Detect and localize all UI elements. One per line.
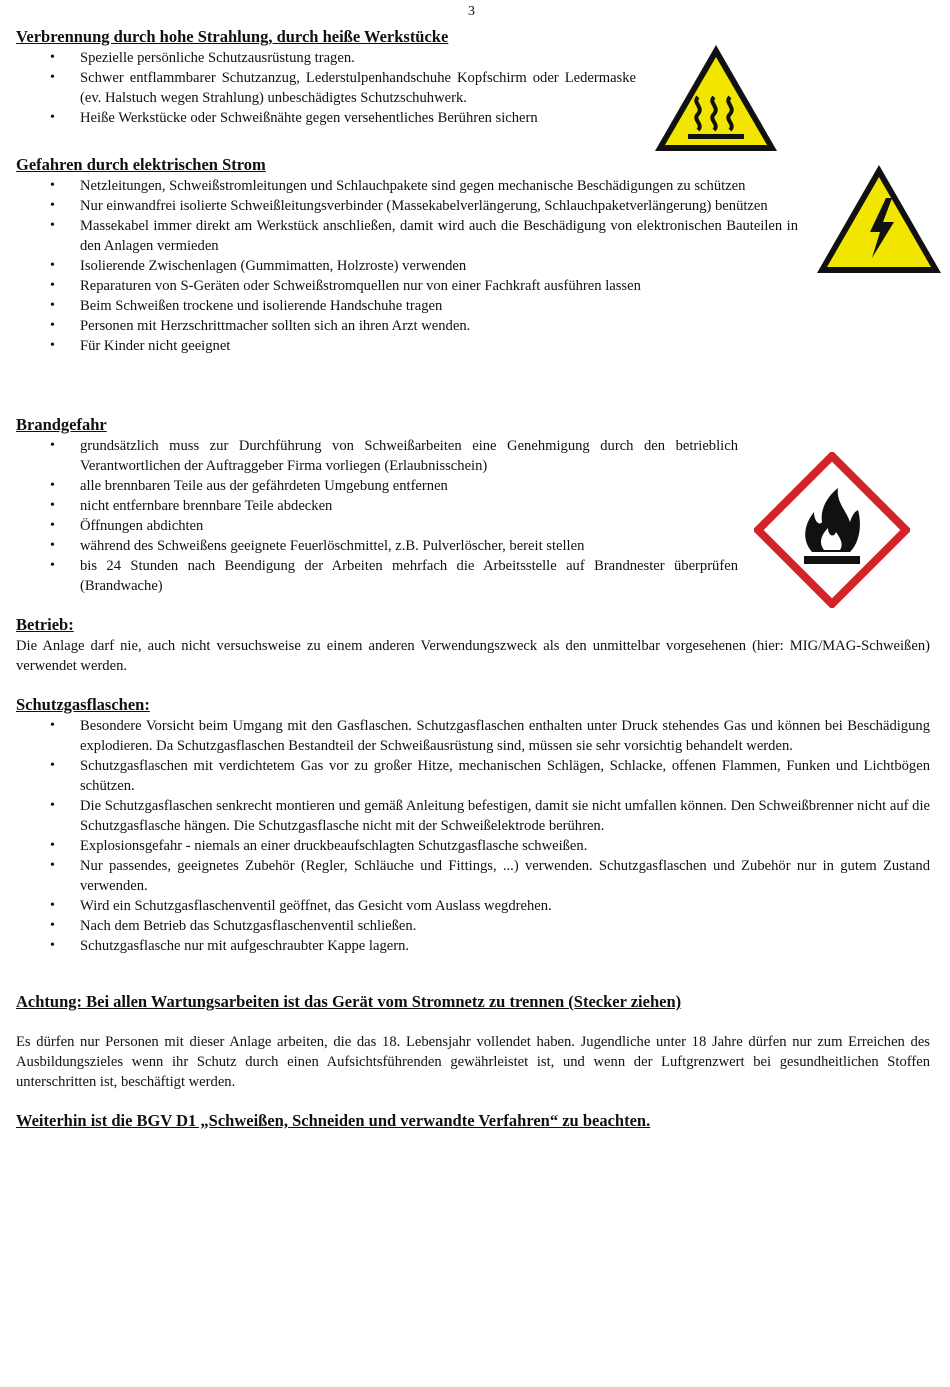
list-item: • nicht entfernbare brennbare Teile abdecken bbox=[16, 496, 738, 516]
list-item: • Spezielle persönliche Schutzausrüstung tragen. bbox=[16, 48, 636, 68]
list-item: • Personen mit Herzschrittmacher sollten sich an ihren Arzt wenden. bbox=[16, 316, 798, 336]
list-gas bbox=[16, 716, 930, 956]
section-fire bbox=[16, 414, 738, 596]
section-burn bbox=[16, 26, 636, 128]
hot-surface-warning-icon bbox=[652, 42, 780, 154]
heading-gas: Schutzgasflaschen: bbox=[16, 695, 150, 714]
section-operation bbox=[16, 614, 930, 676]
list-item: • alle brennbaren Teile aus der gefährdeten Umgebung entfernen bbox=[16, 476, 738, 496]
list-item: • Reparaturen von S-Geräten oder Schweißstromquellen nur von einer Fachkraft ausführen lassen bbox=[16, 276, 798, 296]
page-number: 3 bbox=[468, 4, 475, 19]
list-item: • Nach dem Betrieb das Schutzgasflaschenventil schließen. bbox=[16, 916, 930, 936]
list-item: • Für Kinder nicht geeignet bbox=[16, 336, 798, 356]
heading-fire: Brandgefahr bbox=[16, 415, 107, 434]
list-burn bbox=[16, 48, 636, 128]
list-item: • grundsätzlich muss zur Durchführung von Schweißarbeiten eine Genehmigung durch den betrieblich Verantwortlichen der Auftraggeber Firma vorliegen (Erlaubnisschein) bbox=[16, 436, 738, 476]
section-electric bbox=[16, 154, 798, 356]
list-item: • bis 24 Stunden nach Beendigung der Arbeiten mehrfach die Arbeitsstelle auf Brandnester überprüfen (Brandwache) bbox=[16, 556, 738, 596]
section-attention bbox=[16, 991, 930, 1013]
high-voltage-warning-icon bbox=[814, 162, 944, 276]
list-item: • Explosionsgefahr - niemals an einer druckbeaufschlagten Schutzgasflasche schweißen. bbox=[16, 836, 930, 856]
list-item: • Nur passendes, geeignetes Zubehör (Regler, Schläuche und Fittings, ...) verwenden. Schutzgasflaschen und Zubehör nur in gutem Zustand verwenden. bbox=[16, 856, 930, 896]
paragraph-age: Es dürfen nur Personen mit dieser Anlage arbeiten, die das 18. Lebensjahr vollendet haben. Jugendliche unter 18 Jahre dürfen nur zum Erreichen des Ausbildungszieles wenn ihr Schutz durch einen Aufsichtsführenden gewährleistet ist, und wenn der Luftgrenzwert bei gesundheitlichen Stoffen unterschritten ist, beschäftigt werden. bbox=[16, 1034, 930, 1090]
list-item: • Wird ein Schutzgasflaschenventil geöffnet, das Gesicht vom Auslass wegdrehen. bbox=[16, 896, 930, 916]
section-gas bbox=[16, 694, 930, 956]
list-item: • Schutzgasflasche nur mit aufgeschraubter Kappe lagern. bbox=[16, 936, 930, 956]
list-item: • Isolierende Zwischenlagen (Gummimatten, Holzroste) verwenden bbox=[16, 256, 798, 276]
list-item: • Massekabel immer direkt am Werkstück anschließen, damit wird auch die Beschädigung von elektronischen Bauteilen in den Anlagen vermieden bbox=[16, 216, 798, 256]
list-item: • Besondere Vorsicht beim Umgang mit den Gasflaschen. Schutzgasflaschen enthalten unter Druck stehendes Gas und können bei Beschädigung explodieren. Da Schutzgasflaschen Bestandteil der Schweißausrüstung sind, müssen sie sehr vorsichtig behandelt werden. bbox=[16, 716, 930, 756]
flammable-hazard-icon bbox=[754, 452, 910, 608]
heading-attention: Achtung: Bei allen Wartungsarbeiten ist das Gerät vom Stromnetz zu trennen (Stecker ziehen) bbox=[16, 992, 682, 1011]
list-item: • während des Schweißens geeignete Feuerlöschmittel, z.B. Pulverlöscher, bereit stellen bbox=[16, 536, 738, 556]
list-item: • Beim Schweißen trockene und isolierende Handschuhe tragen bbox=[16, 296, 798, 316]
list-item: • Schwer entflammbarer Schutzanzug, Lederstulpenhandschuhe Kopfschirm oder Ledermaske (ev. Halstuch wegen Strahlung) unbeschädigtes Schutzschuhwerk. bbox=[16, 68, 636, 108]
list-item: • Öffnungen abdichten bbox=[16, 516, 738, 536]
list-item: • Nur einwandfrei isolierte Schweißleitungsverbinder (Massekabelverlängerung, Schlauchpaketverlängerung) benützen bbox=[16, 196, 798, 216]
list-item: • Die Schutzgasflaschen senkrecht montieren und gemäß Anleitung befestigen, damit sie nicht umfallen können. Den Schweißbrenner nicht auf die Schutzgasflasche hängen. Die Schutzgasflasche nicht mit der Schweißelektrode berühren. bbox=[16, 796, 930, 836]
paragraph-operation: Die Anlage darf nie, auch nicht versuchsweise zu einem anderen Verwendungszweck als den unmittelbar vorgesehenen (hier: MIG/MAG-Schweißen) verwendet werden. bbox=[16, 638, 930, 674]
heading-burn: Verbrennung durch hohe Strahlung, durch heiße Werkstücke bbox=[16, 27, 449, 46]
list-item: • Netzleitungen, Schweißstromleitungen und Schlauchpakete sind gegen mechanische Beschädigungen zu schützen bbox=[16, 176, 798, 196]
section-bgv bbox=[16, 1110, 930, 1132]
list-item: • Schutzgasflaschen mit verdichtetem Gas vor zu großer Hitze, mechanischen Schlägen, Schlacke, offenen Flammen, Funken und Lichtbögen schützen. bbox=[16, 756, 930, 796]
list-electric bbox=[16, 176, 798, 356]
list-item: • Heiße Werkstücke oder Schweißnähte gegen versehentliches Berühren sichern bbox=[16, 108, 636, 128]
heading-electric: Gefahren durch elektrischen Strom bbox=[16, 155, 266, 174]
section-age bbox=[16, 1032, 930, 1092]
list-fire bbox=[16, 436, 738, 596]
heading-operation: Betrieb: bbox=[16, 615, 74, 634]
heading-bgv: Weiterhin ist die BGV D1 „Schweißen, Schneiden und verwandte Verfahren“ zu beachten. bbox=[16, 1111, 651, 1130]
